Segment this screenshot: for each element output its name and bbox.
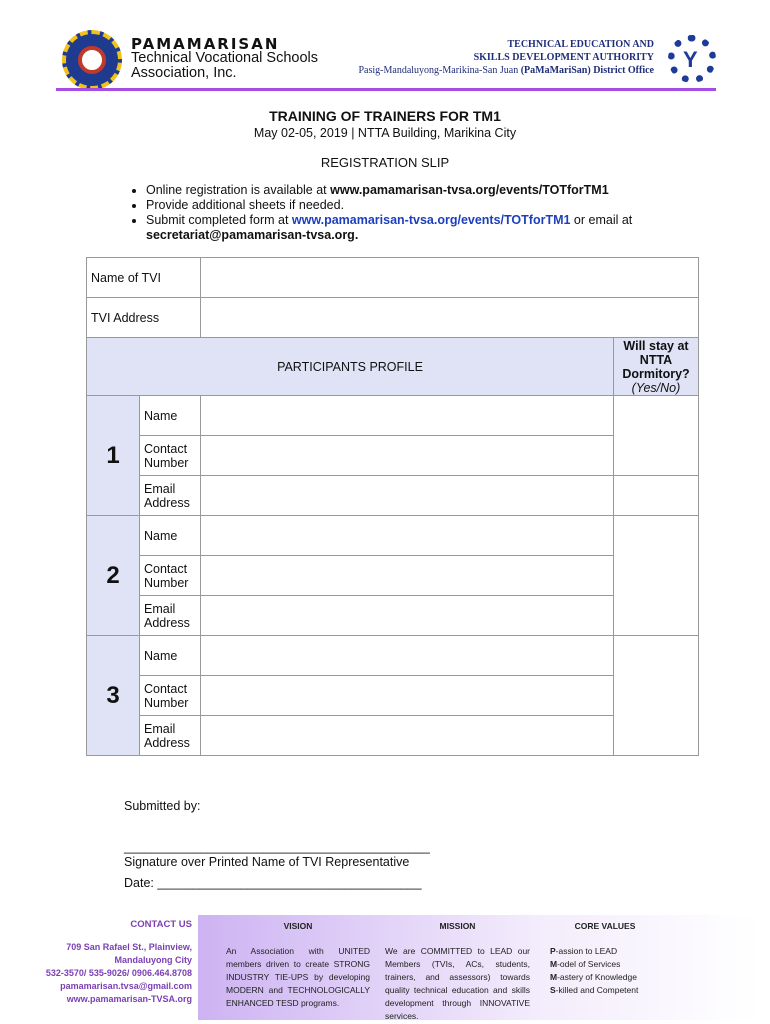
label-email: Email Address (140, 716, 201, 756)
participant-row (87, 596, 699, 636)
signature-caption: Signature over Printed Name of TVI Representative (124, 855, 410, 869)
participant-number: 1 (87, 396, 140, 516)
page-title: TRAINING OF TRAINERS FOR TM1 (269, 108, 501, 124)
signature-line[interactable]: ____________________________________________ (124, 840, 430, 854)
participant-row (87, 476, 699, 516)
participant-number: 2 (87, 516, 140, 636)
org-full-name: Technical Vocational Schools Association, Inc. (131, 50, 319, 81)
mission-block: MISSION We are COMMITTED to LEAD our Members (TVIs, ACs, students, trainers, and assessors) towards quality technical education and skills development through INNOVATIVE services. (385, 921, 530, 1021)
event-details: May 02-05, 2019 | NTTA Building, Marikina City (253, 126, 517, 140)
tesda-logo: Y (668, 35, 716, 83)
label-contact: Contact Number (140, 676, 201, 716)
participant-row (87, 636, 699, 676)
participant-email-field[interactable] (201, 716, 614, 756)
dormitory-field[interactable] (614, 636, 699, 756)
participant-row (87, 556, 699, 596)
contact-block: CONTACT US 709 San Rafael St., Plainview, Mandaluyong City 532-3570/ 535-9026/ 0906.464.8708 pamamarisan.tvsa@gmail.com www.pamamarisan-TVSA.org (45, 919, 192, 1004)
dormitory-field-extra[interactable] (614, 476, 699, 516)
participant-contact-field[interactable] (201, 676, 614, 716)
instruction-item: • Submit completed form at www.pamamarisan-tvsa.org/events/TOTforTM1 or email at secretariat@pamamarisan-tvsa.org. (146, 213, 706, 243)
email-link[interactable]: secretariat@pamamarisan-tvsa.org (146, 228, 355, 242)
label-email: Email Address (140, 596, 201, 636)
label-name: Name (140, 636, 201, 676)
participant-name-field[interactable] (201, 636, 614, 676)
instruction-item: • Online registration is available at www.pamamarisan-tvsa.org/events/TOTforTM1 (146, 183, 706, 198)
participant-row (87, 716, 699, 756)
instructions-list (118, 183, 706, 243)
event-link[interactable]: www.pamamarisan-tvsa.org/events/TOTforTM1 (291, 213, 571, 227)
participant-row (87, 396, 699, 436)
label-tvi-address: TVI Address (87, 298, 201, 338)
label-contact: Contact Number (140, 436, 201, 476)
instruction-item: • Provide additional sheets if needed. (146, 198, 706, 213)
participant-number: 3 (87, 636, 140, 756)
pamamarisan-logo (62, 30, 122, 90)
participant-row (87, 516, 699, 556)
participant-email-field[interactable] (201, 596, 614, 636)
participant-contact-field[interactable] (201, 436, 614, 476)
participant-row (87, 676, 699, 716)
label-name-of-tvi: Name of TVI (87, 258, 201, 298)
dormitory-field[interactable] (614, 396, 699, 476)
tesda-header: TECHNICAL EDUCATION AND SKILLS DEVELOPMENT AUTHORITY Pasig-Mandaluyong-Marikina-San Juan (PaMaMariSan) District Office (358, 39, 654, 76)
core-values-block: CORE VALUES P-assion to LEAD M-odel of Services M-astery of Knowledge S-killed and Competent (550, 921, 639, 995)
participant-row (87, 436, 699, 476)
participant-name-field[interactable] (201, 396, 614, 436)
participant-contact-field[interactable] (201, 556, 614, 596)
label-name: Name (140, 516, 201, 556)
dormitory-header: Will stay at NTTA Dormitory? (Yes/No) (614, 338, 699, 396)
label-contact: Contact Number (140, 556, 201, 596)
slip-title: REGISTRATION SLIP (320, 155, 450, 170)
registration-form (86, 257, 699, 756)
tvi-name-field[interactable] (201, 258, 699, 298)
dormitory-field[interactable] (614, 516, 699, 636)
participant-name-field[interactable] (201, 516, 614, 556)
participant-email-field[interactable] (201, 476, 614, 516)
label-name: Name (140, 396, 201, 436)
date-field[interactable]: Date: ______________________________________ (124, 876, 422, 890)
submitted-by-label: Submitted by: (124, 799, 201, 813)
label-email: Email Address (140, 476, 201, 516)
tvi-address-field[interactable] (201, 298, 699, 338)
vision-block: VISION An Association with UNITED members driven to create STRONG INDUSTRY TIE-UPS by developing MODERN and TECHNOLOGICALLY ENHANCED TESD programs. (226, 921, 370, 1008)
participants-profile-header: PARTICIPANTS PROFILE (87, 338, 614, 396)
org-name: PAMAMARISAN (131, 35, 280, 53)
header-divider (56, 88, 716, 91)
